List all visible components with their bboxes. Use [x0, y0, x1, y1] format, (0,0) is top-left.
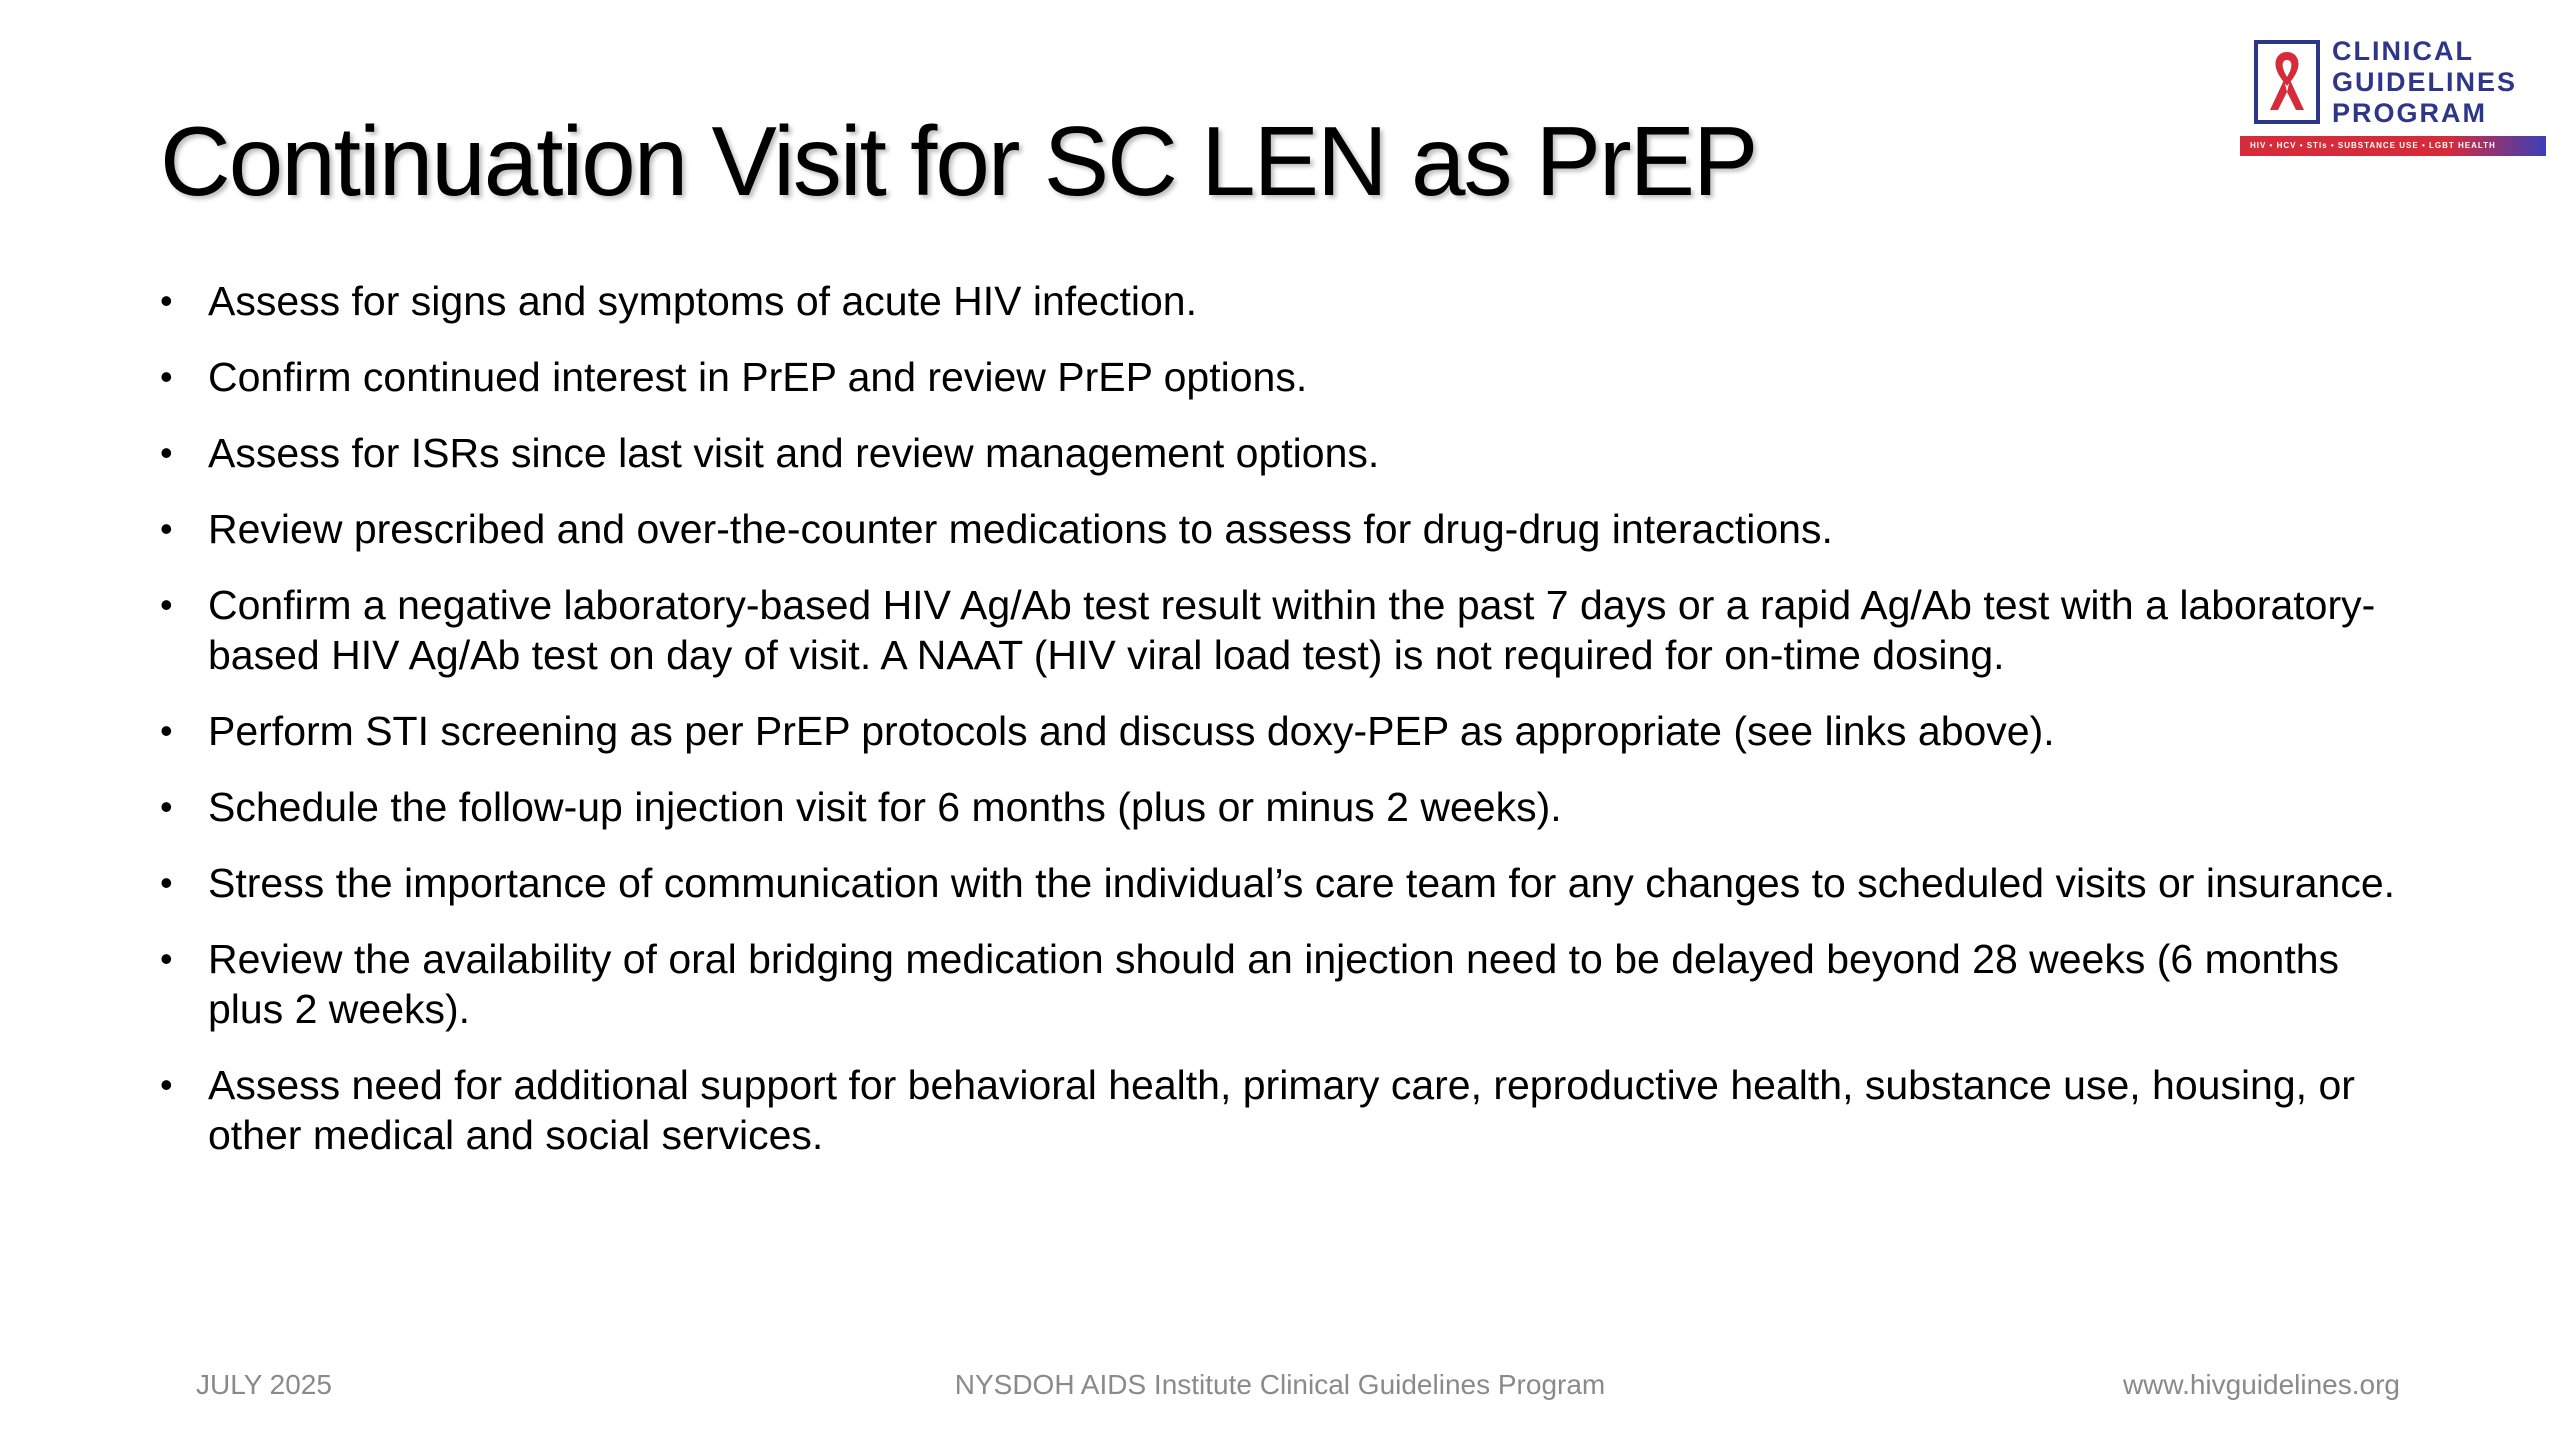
footer-website: www.hivguidelines.org [2122, 1369, 2400, 1400]
bullet-text: Review prescribed and over-the-counter medications to assess for drug-drug interactions. [208, 506, 1833, 552]
bullet-text: Confirm a negative laboratory-based HIV Ag/Ab test result within the past 7 days or a rapid Ag/Ab test with a laboratory-based HIV Ag/Ab test on day of visit. A NAAT (HIV viral load test) is not required for on-time dosing. [208, 582, 2376, 678]
footer-date: JULY 2025 [196, 1369, 332, 1400]
logo-line-2: GUIDELINES [2332, 67, 2518, 97]
bullet-item [160, 276, 2420, 326]
bullet-item [160, 858, 2420, 908]
bullet-text: Assess for ISRs since last visit and review management options. [208, 430, 1380, 476]
bullet-text: Confirm continued interest in PrEP and review PrEP options. [208, 354, 1308, 400]
bullet-text: Perform STI screening as per PrEP protocols and discuss doxy-PEP as appropriate (see links above). [208, 708, 2055, 754]
bullet-text: Review the availability of oral bridging medication should an injection need to be delayed beyond 28 weeks (6 months plus 2 weeks). [208, 936, 2340, 1032]
bullet-item [160, 1060, 2420, 1160]
bullet-text: Assess need for additional support for behavioral health, primary care, reproductive health, substance use, housing, or other medical and social services. [208, 1062, 2355, 1158]
bullet-item [160, 352, 2420, 402]
bullet-item [160, 782, 2420, 832]
bullet-text: Schedule the follow-up injection visit for 6 months (plus or minus 2 weeks). [208, 784, 1562, 830]
clinical-guidelines-program-logo [2240, 36, 2546, 160]
bullet-dot: • [160, 432, 173, 473]
bullet-dot: • [160, 356, 173, 397]
bullet-dot: • [160, 862, 173, 903]
bullet-dot: • [160, 508, 173, 549]
bullet-list [160, 276, 2420, 1186]
bullet-item [160, 428, 2420, 478]
bullet-item [160, 706, 2420, 756]
footer-program: NYSDOH AIDS Institute Clinical Guidelines Program [954, 1369, 1606, 1400]
bullet-text: Stress the importance of communication with the individual’s care team for any changes to scheduled visits or insurance. [208, 860, 2396, 906]
bullet-dot: • [160, 710, 173, 751]
logo-tagline-band [2240, 136, 2546, 156]
bullet-dot: • [160, 280, 173, 321]
logo-line-1: CLINICAL [2332, 36, 2474, 66]
bullet-text: Assess for signs and symptoms of acute HIV infection. [208, 278, 1197, 324]
bullet-item [160, 580, 2420, 680]
red-ribbon-icon [2254, 40, 2320, 124]
logo-line-3: PROGRAM [2332, 98, 2487, 128]
slide-title: Continuation Visit for SC LEN as PrEP [160, 106, 1757, 216]
bullet-dot: • [160, 786, 173, 827]
bullet-dot: • [160, 938, 173, 979]
logo-wordmark [2332, 36, 2517, 129]
bullet-item [160, 934, 2420, 1034]
bullet-dot: • [160, 584, 173, 625]
bullet-item [160, 504, 2420, 554]
bullet-dot: • [160, 1064, 173, 1105]
logo-tagline: HIV • HCV • STIs • SUBSTANCE USE • LGBT HEALTH [2250, 141, 2496, 150]
